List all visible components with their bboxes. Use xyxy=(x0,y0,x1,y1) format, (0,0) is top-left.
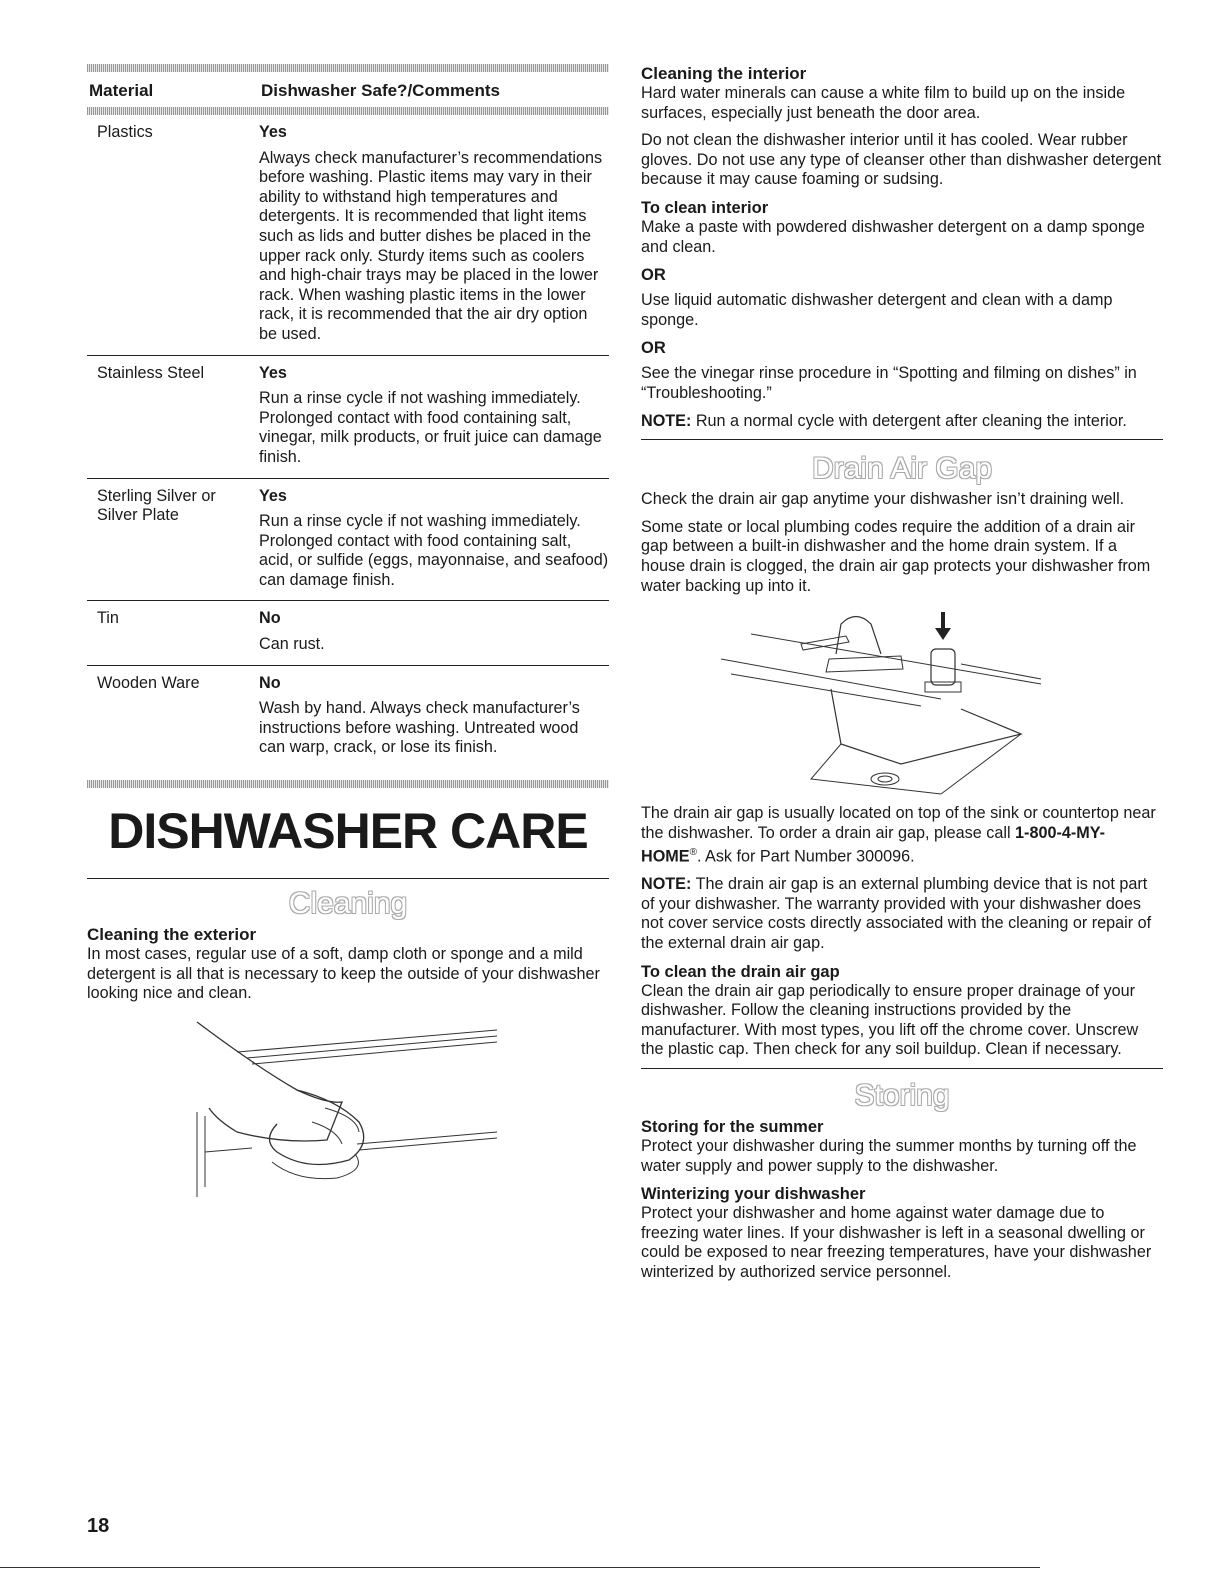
bottom-rule xyxy=(0,1567,1040,1568)
comment-text: Run a rinse cycle if not washing immediately. Prolonged contact with food containing salt, vinegar, milk products, or fruit juice can damage finish. xyxy=(259,389,602,466)
comment-text: Always check manufacturer’s recommendations before washing. Plastic items may vary in their ability to withstand high temperatures and detergents. It is recommended that light items such as lids and butter dishes be placed in the upper rack only. Sturdy items such as coolers and high-chair trays may be placed in the lower rack. When washing plastic items in the lower rack, it is recommended that the air dry option be used. xyxy=(259,148,603,343)
interior-p3: Make a paste with powdered dishwasher detergent on a damp sponge and clean. xyxy=(641,217,1145,256)
comment-cell xyxy=(259,487,609,591)
table-header-border xyxy=(87,107,609,115)
air-gap-p1: Check the drain air gap anytime your dishwasher isn’t draining well. xyxy=(641,490,1125,509)
table-top-border xyxy=(87,64,609,72)
table-row xyxy=(87,601,609,665)
comment-text: Can rust. xyxy=(259,635,325,654)
table-row xyxy=(87,666,609,780)
section-title: DISHWASHER CARE xyxy=(108,803,588,860)
material-cell: Tin xyxy=(97,609,119,628)
table-row xyxy=(87,115,609,356)
divider xyxy=(87,878,609,879)
exterior-heading: Cleaning the exterior xyxy=(87,925,257,945)
to-clean-air-gap-heading: To clean the drain air gap xyxy=(641,962,840,981)
or-label: OR xyxy=(641,339,666,358)
comment-cell xyxy=(259,609,609,654)
interior-heading: Cleaning the interior xyxy=(641,64,807,83)
air-gap-p3 xyxy=(641,804,1163,867)
comment-cell xyxy=(259,364,609,468)
verdict: Yes xyxy=(259,363,287,382)
verdict: Yes xyxy=(259,123,287,141)
comment-text: Wash by hand. Always check manufacturer’s instructions before washing. Untreated wood can warp, crack, or lose its finish. xyxy=(259,699,580,757)
table-row xyxy=(87,479,609,602)
header-comments: Dishwasher Safe?/Comments xyxy=(261,81,501,100)
air-gap-note xyxy=(641,875,1163,953)
phone-number: 1-800-4-MY-HOME xyxy=(641,823,1106,866)
page-number: 18 xyxy=(87,1515,110,1537)
air-gap-p2: Some state or local plumbing codes require the addition of a drain air gap between a built-in dishwasher and the home drain system. If a house drain is clogged, the drain air gap protects your dishwasher from water backing up into it. xyxy=(641,517,1151,595)
air-gap-p3-end: . Ask for Part Number 300096. xyxy=(696,847,915,866)
header-material: Material xyxy=(89,81,154,100)
registered-mark: ® xyxy=(689,847,697,859)
verdict: No xyxy=(259,673,281,692)
table-row xyxy=(87,356,609,479)
air-gap-p3-start: The drain air gap is usually located on top of the sink or countertop near the dishwasher. To order a drain air gap, please call xyxy=(641,804,1156,842)
note-label: NOTE: xyxy=(641,411,692,430)
sink-air-gap-illustration xyxy=(641,604,1161,804)
exterior-text: In most cases, regular use of a soft, damp cloth or sponge and a mild detergent is all that is necessary to keep the outside of your dishwasher looking nice and clean. xyxy=(87,945,600,1003)
note-text: Run a normal cycle with detergent after cleaning the interior. xyxy=(691,411,1127,430)
note-label: NOTE: xyxy=(641,875,692,894)
winter-heading: Winterizing your dishwasher xyxy=(641,1185,866,1204)
table-header xyxy=(87,72,609,107)
table-bottom-border xyxy=(87,780,609,788)
divider xyxy=(641,439,1163,440)
comment-text: Run a rinse cycle if not washing immediately. Prolonged contact with food containing salt, acid, or sulfide (eggs, mayonnaise, and seafood) can damage finish. xyxy=(259,512,609,589)
winter-text: Protect your dishwasher and home against water damage due to freezing water lines. If your dishwasher is left in a seasonal dwelling or could be exposed to near freezing temperatures, have your dishwasher winterized by authorized service personnel. xyxy=(641,1204,1152,1281)
interior-p4: Use liquid automatic dishwasher detergent and clean with a damp sponge. xyxy=(641,291,1113,329)
or-label: OR xyxy=(641,266,666,285)
material-cell: Sterling Silver or Silver Plate xyxy=(97,486,216,525)
cleaning-heading: Cleaning xyxy=(288,887,408,921)
note-text: The drain air gap is an external plumbing device that is not part of your dishwasher. The warranty provided with your dishwasher does not cover service costs directly associated with the cleaning or repair of the external drain air gap. xyxy=(641,875,1152,953)
drain-air-gap-heading: Drain Air Gap xyxy=(811,452,993,486)
summer-heading: Storing for the summer xyxy=(641,1118,824,1137)
wiping-hand-illustration xyxy=(87,1012,607,1202)
interior-p1: Hard water minerals can cause a white film to build up on the inside surfaces, especially just beneath the door area. xyxy=(641,84,1126,122)
material-cell: Stainless Steel xyxy=(97,363,205,382)
comment-cell xyxy=(259,123,609,345)
interior-p5: See the vinegar rinse procedure in “Spotting and filming on dishes” in “Troubleshooting.” xyxy=(641,364,1137,402)
interior-note xyxy=(641,412,1163,432)
right-column xyxy=(641,64,1163,1291)
left-column xyxy=(87,64,609,1202)
material-cell: Plastics xyxy=(97,123,153,141)
air-gap-p4: Clean the drain air gap periodically to ensure proper drainage of your dishwasher. Follow the cleaning instructions provided by the manufacturer. With most types, you lift off the chrome cover. Unscrew the plastic cap. Then check for any soil buildup. Clean if necessary. xyxy=(641,981,1139,1059)
interior-p2: Do not clean the dishwasher interior until it has cooled. Wear rubber gloves. Do not use any type of cleanser other than dishwasher detergent because it may cause foaming or sudsing. xyxy=(641,131,1162,189)
to-clean-interior-heading: To clean interior xyxy=(641,198,769,217)
storing-heading: Storing xyxy=(854,1079,950,1113)
material-cell: Wooden Ware xyxy=(97,673,200,692)
verdict: No xyxy=(259,609,281,628)
comment-cell xyxy=(259,674,609,758)
verdict: Yes xyxy=(259,486,287,505)
summer-text: Protect your dishwasher during the summer months by turning off the water supply and power supply to the dishwasher. xyxy=(641,1137,1137,1175)
divider xyxy=(641,1068,1163,1069)
